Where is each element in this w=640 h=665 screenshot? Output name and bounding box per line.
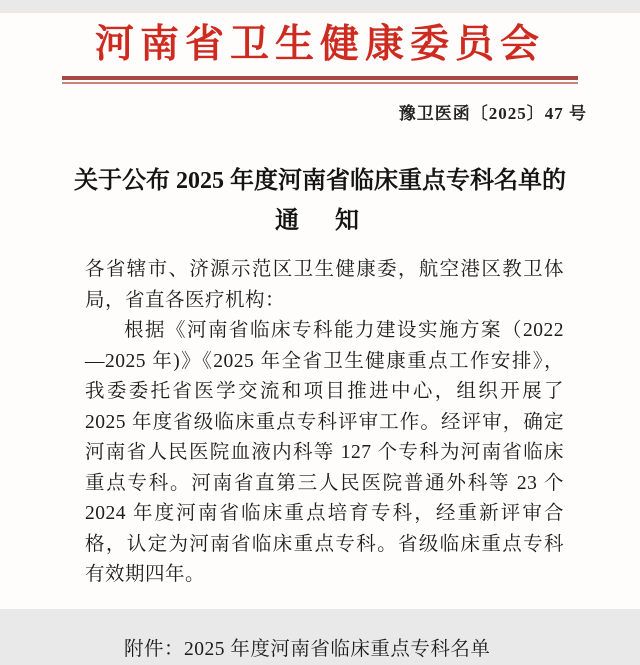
attachment-line: 附件：2025 年度河南省临床重点专科名单 bbox=[85, 635, 564, 665]
notice-title-line2: 通 知 bbox=[0, 201, 640, 241]
agency-letterhead: 河南省卫生健康委员会 bbox=[0, 13, 640, 69]
document-body bbox=[0, 255, 640, 665]
salutation: 各省辖市、济源示范区卫生健康委，航空港区教卫体局，省直各医疗机构： bbox=[85, 255, 564, 316]
body-paragraph: 根据《河南省临床专科能力建设实施方案（2022—2025 年)》《2025 年全省卫生健康重点工作安排》，我委委托省医学交流和项目推进中心，组织开展了 2025 年度省级临床重点专科评审工作。经评审，确定河南省人民医院血液内科等 127 个专科为河南省临床重点专科。河南省直第三人民医院普通外科等 23 个 2024 年度河南省临床重点培育专科，经重新评审合格，认定为河南省临床重点专科。省级临床重点专科有效期四年。 bbox=[85, 316, 564, 591]
notice-title-line1: 关于公布 2025 年度河南省临床重点专科名单的 bbox=[0, 161, 640, 201]
red-divider-thick-line bbox=[62, 76, 578, 80]
official-notice-document bbox=[0, 13, 640, 609]
red-divider bbox=[62, 76, 578, 84]
red-divider-thin-line bbox=[62, 82, 578, 84]
document-number: 豫卫医函〔2025〕47 号 bbox=[0, 99, 640, 124]
notice-title bbox=[0, 161, 640, 241]
